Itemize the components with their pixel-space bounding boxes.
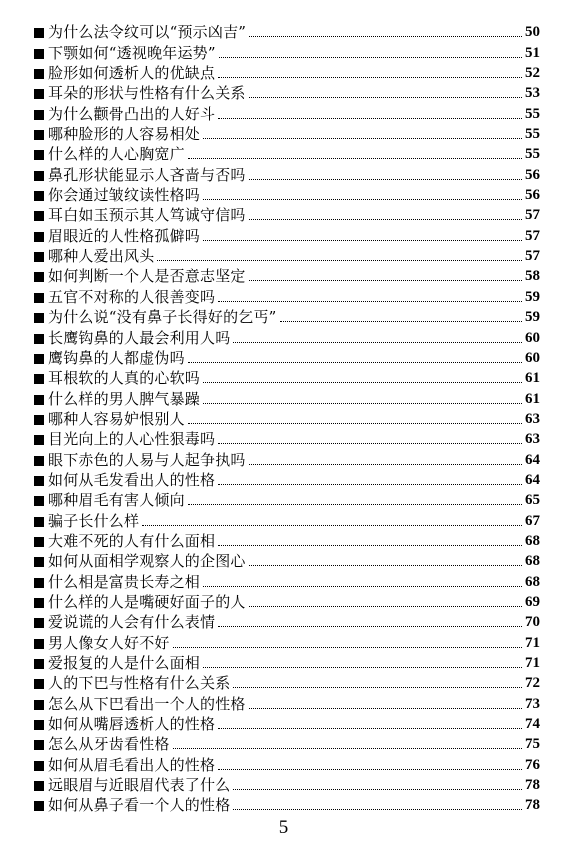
toc-entry-title: 如何从嘴唇透析人的性格: [48, 715, 216, 734]
toc-entry-title: 为什么法令纹可以“预示凶吉”: [48, 23, 247, 42]
toc-entry-page: 52: [525, 65, 540, 82]
toc-entry-page: 68: [525, 573, 540, 590]
toc-entry-page: 56: [525, 187, 540, 204]
toc-entry-page: 60: [525, 349, 540, 366]
toc-entry-page: 61: [525, 370, 540, 387]
toc-entry-title: 如何从眉毛看出人的性格: [48, 755, 216, 774]
dot-leader: [188, 423, 522, 424]
square-bullet-icon: [34, 740, 44, 750]
toc-entry-title: 什么相是富贵长寿之相: [48, 572, 201, 591]
toc-entry-page: 64: [525, 471, 540, 488]
square-bullet-icon: [34, 720, 44, 730]
toc-entry[interactable]: [34, 531, 540, 551]
square-bullet-icon: [34, 679, 44, 689]
toc-entry-title: 远眼眉与近眼眉代表了什么: [48, 776, 231, 795]
toc-entry[interactable]: [34, 653, 540, 673]
toc-entry[interactable]: [34, 348, 540, 368]
toc-entry[interactable]: [34, 164, 540, 184]
dot-leader: [233, 687, 522, 688]
toc-entry[interactable]: [34, 673, 540, 693]
toc-entry-page: 61: [525, 390, 540, 407]
dot-leader: [218, 301, 522, 302]
dot-leader: [249, 606, 522, 607]
dot-leader: [218, 769, 522, 770]
toc-entry-page: 58: [525, 268, 540, 285]
dot-leader: [233, 342, 522, 343]
square-bullet-icon: [34, 313, 44, 323]
dot-leader: [249, 179, 522, 180]
toc-entry-page: 68: [525, 553, 540, 570]
toc-entry[interactable]: [34, 124, 540, 144]
dot-leader: [249, 565, 522, 566]
toc-entry-title: 什么样的人心胸宽广: [48, 145, 185, 164]
toc-entry-page: 55: [525, 126, 540, 143]
toc-entry-title: 下颚如何“透视晚年运势”: [48, 43, 216, 62]
square-bullet-icon: [34, 272, 44, 282]
square-bullet-icon: [34, 211, 44, 221]
toc-entry[interactable]: [34, 714, 540, 734]
page-number: 5: [278, 817, 289, 838]
toc-entry-title: 如何从毛发看出人的性格: [48, 470, 216, 489]
toc-entry-page: 78: [525, 797, 540, 814]
toc-entry-title: 为什么颧骨凸出的人好斗: [48, 104, 216, 123]
toc-entry-title: 鹰钩鼻的人都虚伪吗: [48, 348, 185, 367]
dot-leader: [280, 321, 522, 322]
toc-entry-title: 五官不对称的人很善变吗: [48, 287, 216, 306]
toc-entry[interactable]: [34, 510, 540, 530]
dot-leader: [249, 219, 522, 220]
toc-entry-title: 哪种眉毛有害人倾向: [48, 491, 185, 510]
toc-entry[interactable]: [34, 551, 540, 571]
toc-entry-page: 69: [525, 593, 540, 610]
dot-leader: [249, 708, 522, 709]
toc-entry[interactable]: [34, 429, 540, 449]
toc-entry[interactable]: [34, 632, 540, 652]
dot-leader: [142, 525, 522, 526]
toc-entry-page: 53: [525, 85, 540, 102]
square-bullet-icon: [34, 557, 44, 567]
square-bullet-icon: [34, 28, 44, 38]
dot-leader: [203, 138, 522, 139]
toc-entry[interactable]: [34, 205, 540, 225]
toc-entry-title: 耳白如玉预示其人笃诚守信吗: [48, 206, 246, 225]
toc-entry-page: 59: [525, 309, 540, 326]
toc-entry[interactable]: [34, 470, 540, 490]
toc-entry-title: 什么样的人是嘴硬好面子的人: [48, 592, 246, 611]
toc-entry[interactable]: [34, 388, 540, 408]
dot-leader: [218, 545, 522, 546]
toc-entry[interactable]: [34, 409, 540, 429]
toc-entry-title: 耳根软的人真的心软吗: [48, 369, 201, 388]
toc-entry-page: 76: [525, 756, 540, 773]
toc-entry-page: 64: [525, 451, 540, 468]
toc-entry-title: 大难不死的人有什么面相: [48, 531, 216, 550]
square-bullet-icon: [34, 354, 44, 364]
toc-entry[interactable]: [34, 368, 540, 388]
dot-leader: [173, 748, 522, 749]
toc-entry-title: 眉眼近的人性格孤僻吗: [48, 226, 201, 245]
square-bullet-icon: [34, 537, 44, 547]
toc-entry-title: 哪种脸形的人容易相处: [48, 125, 201, 144]
dot-leader: [218, 443, 522, 444]
square-bullet-icon: [34, 781, 44, 791]
dot-leader: [218, 728, 522, 729]
table-of-contents: [34, 22, 540, 815]
square-bullet-icon: [34, 517, 44, 527]
toc-entry[interactable]: [34, 246, 540, 266]
dot-leader: [188, 158, 522, 159]
square-bullet-icon: [34, 69, 44, 79]
square-bullet-icon: [34, 49, 44, 59]
toc-entry-title: 男人像女人好不好: [48, 633, 170, 652]
dot-leader: [203, 586, 522, 587]
toc-entry-title: 如何从面相学观察人的企图心: [48, 552, 246, 571]
toc-entry[interactable]: [34, 571, 540, 591]
toc-entry-page: 59: [525, 288, 540, 305]
square-bullet-icon: [34, 496, 44, 506]
toc-entry-title: 哪种人爱出风头: [48, 247, 155, 266]
square-bullet-icon: [34, 171, 44, 181]
square-bullet-icon: [34, 293, 44, 303]
toc-entry[interactable]: [34, 734, 540, 754]
toc-entry[interactable]: [34, 185, 540, 205]
dot-leader: [173, 647, 522, 648]
toc-entry[interactable]: [34, 42, 540, 62]
toc-entry-title: 耳朵的形状与性格有什么关系: [48, 84, 246, 103]
dot-leader: [203, 240, 522, 241]
square-bullet-icon: [34, 598, 44, 608]
dot-leader: [249, 464, 522, 465]
dot-leader: [203, 382, 522, 383]
toc-entry[interactable]: [34, 103, 540, 123]
toc-entry[interactable]: [34, 225, 540, 245]
square-bullet-icon: [34, 801, 44, 811]
toc-entry-title: 目光向上的人心性狠毒吗: [48, 430, 216, 449]
toc-entry-page: 70: [525, 614, 540, 631]
toc-entry-page: 74: [525, 716, 540, 733]
toc-entry[interactable]: [34, 286, 540, 306]
dot-leader: [203, 403, 522, 404]
toc-entry-page: 68: [525, 532, 540, 549]
dot-leader: [219, 57, 522, 58]
toc-entry-page: 50: [525, 24, 540, 41]
toc-entry-page: 51: [525, 44, 540, 61]
toc-entry-page: 56: [525, 166, 540, 183]
toc-entry[interactable]: [34, 612, 540, 632]
toc-entry-page: 63: [525, 410, 540, 427]
toc-entry-page: 71: [525, 655, 540, 671]
square-bullet-icon: [34, 130, 44, 140]
dot-leader: [188, 504, 522, 505]
dot-leader: [188, 362, 522, 363]
toc-entry-title: 如何判断一个人是否意志坚定: [48, 267, 246, 286]
dot-leader: [203, 199, 522, 200]
toc-entry-page: 71: [525, 634, 540, 651]
toc-entry[interactable]: [34, 693, 540, 713]
toc-entry[interactable]: [34, 83, 540, 103]
toc-entry-title: 爱说谎的人会有什么表情: [48, 613, 216, 632]
toc-entry-page: 73: [525, 695, 540, 712]
toc-entry[interactable]: [34, 775, 540, 795]
toc-entry-page: 72: [525, 675, 540, 692]
toc-entry-page: 75: [525, 736, 540, 753]
toc-entry[interactable]: [34, 795, 540, 815]
square-bullet-icon: [34, 374, 44, 384]
toc-entry[interactable]: [34, 266, 540, 286]
toc-entry-title: 长鹰钩鼻的人最会利用人吗: [48, 328, 231, 347]
dot-leader: [249, 280, 522, 281]
square-bullet-icon: [34, 110, 44, 120]
toc-entry[interactable]: [34, 592, 540, 612]
square-bullet-icon: [34, 395, 44, 405]
square-bullet-icon: [34, 618, 44, 628]
toc-entry-page: 57: [525, 248, 540, 265]
square-bullet-icon: [34, 435, 44, 445]
toc-entry-page: 67: [525, 512, 540, 529]
square-bullet-icon: [34, 761, 44, 771]
dot-leader: [218, 77, 522, 78]
square-bullet-icon: [34, 191, 44, 201]
toc-entry-title: 脸形如何透析人的优缺点: [48, 64, 216, 83]
toc-entry-title: 眼下赤色的人易与人起争执吗: [48, 450, 246, 469]
toc-entry-title: 为什么说“没有鼻子长得好的乞丐”: [48, 308, 277, 327]
toc-entry-title: 你会通过皱纹读性格吗: [48, 186, 201, 205]
toc-entry[interactable]: [34, 449, 540, 469]
toc-entry[interactable]: [34, 144, 540, 164]
square-bullet-icon: [34, 252, 44, 262]
toc-entry-title: 怎么从牙齿看性格: [48, 735, 170, 754]
toc-entry-title: 爱报复的人是什么面相: [48, 654, 201, 672]
toc-entry-page: 60: [525, 329, 540, 346]
square-bullet-icon: [34, 476, 44, 486]
square-bullet-icon: [34, 232, 44, 242]
toc-entry-title: 骗子长什么样: [48, 511, 140, 530]
square-bullet-icon: [34, 456, 44, 466]
square-bullet-icon: [34, 150, 44, 160]
toc-entry-title: 如何从鼻子看一个人的性格: [48, 796, 231, 815]
toc-entry[interactable]: [34, 63, 540, 83]
dot-leader: [157, 260, 522, 261]
toc-entry-page: 55: [525, 146, 540, 163]
dot-leader: [218, 626, 522, 627]
dot-leader: [203, 667, 522, 668]
square-bullet-icon: [34, 659, 44, 669]
toc-entry[interactable]: [34, 754, 540, 774]
square-bullet-icon: [34, 415, 44, 425]
square-bullet-icon: [34, 700, 44, 710]
dot-leader: [233, 789, 522, 790]
toc-entry-page: 57: [525, 227, 540, 244]
dot-leader: [233, 809, 522, 810]
toc-entry-title: 哪种人容易妒恨别人: [48, 409, 185, 428]
toc-entry-page: 57: [525, 207, 540, 224]
dot-leader: [218, 484, 522, 485]
toc-entry[interactable]: [34, 327, 540, 347]
toc-entry-page: 65: [525, 492, 540, 509]
toc-entry[interactable]: [34, 307, 540, 327]
square-bullet-icon: [34, 639, 44, 649]
toc-entry-title: 人的下巴与性格有什么关系: [48, 674, 231, 693]
dot-leader: [218, 118, 522, 119]
toc-entry[interactable]: [34, 22, 540, 42]
toc-entry-title: 怎么从下巴看出一个人的性格: [48, 694, 246, 713]
dot-leader: [249, 97, 522, 98]
dot-leader: [249, 36, 522, 37]
square-bullet-icon: [34, 578, 44, 588]
toc-entry-page: 55: [525, 105, 540, 122]
toc-entry-page: 78: [525, 777, 540, 794]
toc-entry[interactable]: [34, 490, 540, 510]
toc-entry-title: 什么样的男人脾气暴躁: [48, 389, 201, 408]
square-bullet-icon: [34, 334, 44, 344]
toc-entry-title: 鼻孔形状能显示人吝啬与否吗: [48, 165, 246, 184]
square-bullet-icon: [34, 89, 44, 99]
toc-entry-page: 63: [525, 431, 540, 448]
